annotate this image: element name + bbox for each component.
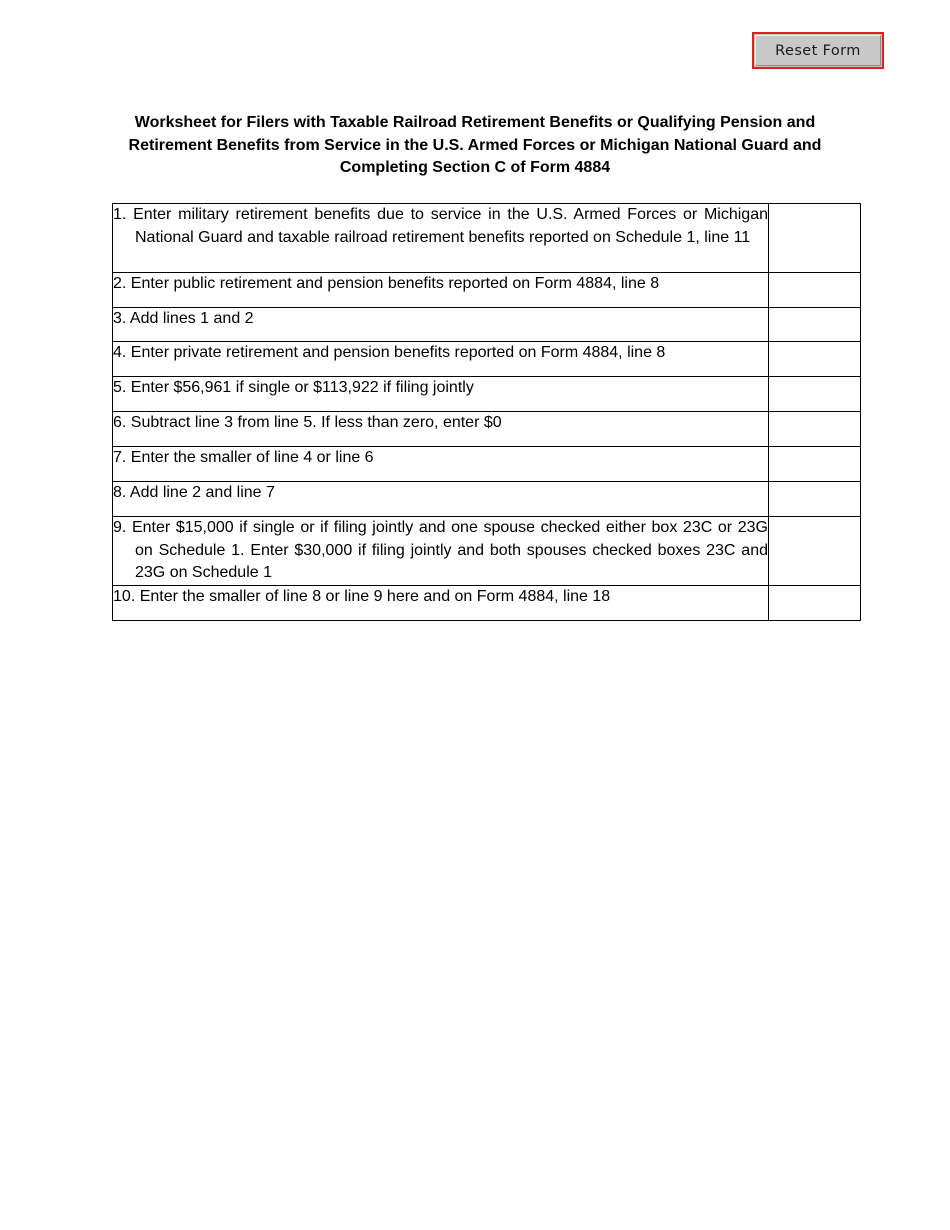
line-4-text: 4. Enter private retirement and pension benefits reported on Form 4884, line 8 bbox=[113, 344, 666, 361]
line-10-amount-cell bbox=[769, 586, 861, 621]
worksheet-row-line-2 bbox=[113, 273, 861, 308]
line-7-text: 7. Enter the smaller of line 4 or line 6 bbox=[113, 449, 374, 466]
line-3-text: 3. Add lines 1 and 2 bbox=[113, 310, 254, 327]
line-description-cell bbox=[113, 273, 769, 308]
line-10-text: 10. Enter the smaller of line 8 or line 9 here and on Form 4884, line 18 bbox=[113, 588, 611, 605]
line-10-amount-field[interactable] bbox=[769, 586, 860, 603]
line-description-cell bbox=[113, 517, 769, 586]
worksheet-row-line-7 bbox=[113, 447, 861, 482]
line-description-cell bbox=[113, 377, 769, 412]
worksheet-row-line-4 bbox=[113, 342, 861, 377]
worksheet-table bbox=[112, 203, 861, 621]
line-6-amount-cell bbox=[769, 412, 861, 447]
line-5-amount-field[interactable] bbox=[769, 377, 860, 394]
line-4-amount-cell bbox=[769, 342, 861, 377]
line-7-amount-field[interactable] bbox=[769, 447, 860, 464]
worksheet-row-line-3 bbox=[113, 308, 861, 342]
line-4-amount-field[interactable] bbox=[769, 342, 860, 359]
line-6-text: 6. Subtract line 3 from line 5. If less than zero, enter $0 bbox=[113, 414, 502, 431]
line-2-amount-cell bbox=[769, 273, 861, 308]
line-2-amount-field[interactable] bbox=[769, 273, 860, 290]
line-description-cell bbox=[113, 308, 769, 342]
worksheet-row-line-1 bbox=[113, 204, 861, 273]
worksheet-row-line-8 bbox=[113, 482, 861, 517]
line-1-amount-cell bbox=[769, 204, 861, 273]
line-5-text: 5. Enter $56,961 if single or $113,922 if filing jointly bbox=[113, 379, 474, 396]
worksheet-title-line: Retirement Benefits from Service in the U.S. Armed Forces or Michigan National Guard and bbox=[128, 136, 822, 154]
worksheet-title-line: Worksheet for Filers with Taxable Railroad Retirement Benefits or Qualifying Pension and bbox=[134, 114, 816, 131]
line-description-cell bbox=[113, 342, 769, 377]
line-6-amount-field[interactable] bbox=[769, 412, 860, 429]
reset-form-button[interactable] bbox=[752, 32, 884, 69]
worksheet-row-line-10 bbox=[113, 586, 861, 621]
worksheet-row-line-5 bbox=[113, 377, 861, 412]
line-7-amount-cell bbox=[769, 447, 861, 482]
line-9-text: 9. Enter $15,000 if single or if filing jointly and one spouse checked either box 23C or 23G on Schedule 1. Enter $30,000 if filing jointly and both spouses checked boxes 23C and 23G on Schedule 1 bbox=[113, 519, 768, 581]
line-5-amount-cell bbox=[769, 377, 861, 412]
line-1-text: 1. Enter military retirement benefits due to service in the U.S. Armed Forces or Michigan National Guard and taxable railroad retirement benefits reported on Schedule 1, line 11 bbox=[113, 206, 768, 246]
line-3-amount-cell bbox=[769, 308, 861, 342]
line-description-cell bbox=[113, 412, 769, 447]
line-description-cell bbox=[113, 447, 769, 482]
line-2-text: 2. Enter public retirement and pension benefits reported on Form 4884, line 8 bbox=[113, 275, 660, 292]
reset-form-button-label: Reset Form bbox=[775, 42, 861, 59]
worksheet-row-line-9 bbox=[113, 517, 861, 586]
line-8-amount-field[interactable] bbox=[769, 482, 860, 499]
worksheet-row-line-6 bbox=[113, 412, 861, 447]
line-9-amount-cell bbox=[769, 517, 861, 586]
worksheet-title bbox=[100, 112, 850, 180]
line-9-amount-field[interactable] bbox=[769, 517, 860, 534]
line-1-amount-field[interactable] bbox=[769, 204, 860, 221]
line-3-amount-field[interactable] bbox=[769, 308, 860, 325]
line-description-cell bbox=[113, 586, 769, 621]
line-description-cell bbox=[113, 204, 769, 273]
worksheet-title-line: Completing Section C of Form 4884 bbox=[339, 159, 611, 176]
line-description-cell bbox=[113, 482, 769, 517]
line-8-text: 8. Add line 2 and line 7 bbox=[113, 484, 275, 501]
line-8-amount-cell bbox=[769, 482, 861, 517]
